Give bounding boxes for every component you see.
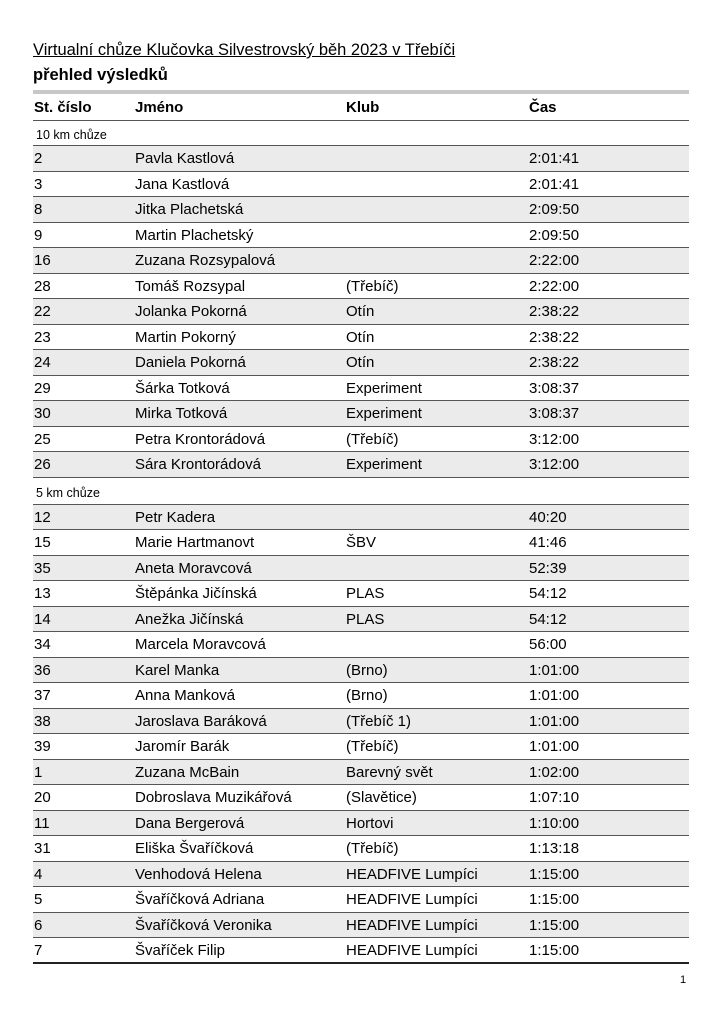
cell-club: ŠBV [346, 534, 377, 551]
cell-time: 2:01:41 [529, 150, 580, 167]
cell-name: Štěpánka Jičínská [135, 585, 257, 602]
cell-time: 40:20 [529, 508, 567, 526]
table-row [33, 913, 689, 939]
cell-number: 8 [34, 201, 43, 218]
cell-name: Marcela Moravcová [135, 636, 266, 653]
cell-name: Venhodová Helena [135, 865, 262, 883]
cell-name: Martin Pokorný [135, 328, 236, 346]
table-row [33, 632, 689, 658]
cell-name: Jana Kastlová [135, 175, 230, 193]
table-row [33, 248, 689, 274]
section-label: 10 km chůze [33, 121, 689, 146]
table-header [33, 94, 689, 121]
cell-number: 3 [34, 175, 43, 193]
cell-club [346, 632, 529, 657]
cell-name: Tomáš Rozsypal [135, 277, 246, 295]
table-row [33, 683, 689, 709]
cell-time: 54:12 [529, 585, 567, 602]
cell-number: 14 [34, 610, 51, 628]
cell-name: Mirka Totková [135, 405, 228, 422]
cell-number: 23 [34, 328, 51, 346]
cell-club [346, 197, 529, 222]
cell-time: 1:13:18 [529, 840, 580, 857]
cell-time: 3:08:37 [529, 405, 580, 422]
cell-number: 16 [34, 252, 51, 269]
cell-name: Pavla Kastlová [135, 150, 235, 167]
results-table-body [33, 121, 689, 964]
cell-club: PLAS [346, 585, 385, 602]
cell-time: 1:01:00 [529, 738, 580, 755]
cell-name: Dana Bergerová [135, 814, 245, 832]
cell-club: HEADFIVE Lumpíci [346, 942, 478, 959]
cell-name: Švaříčková Veronika [135, 916, 272, 934]
table-row [33, 299, 689, 325]
cell-time: 1:15:00 [529, 865, 580, 883]
cell-time: 1:15:00 [529, 891, 580, 908]
cell-club: (Brno) [346, 661, 388, 679]
table-row [33, 325, 689, 351]
cell-club: Experiment [346, 379, 422, 397]
cell-club: HEADFIVE Lumpíci [346, 916, 478, 934]
cell-club: (Třebíč 1) [346, 712, 412, 730]
table-row [33, 376, 689, 402]
table-row [33, 938, 689, 964]
cell-number: 35 [34, 559, 51, 577]
cell-time: 3:12:00 [529, 456, 580, 473]
table-row [33, 427, 689, 453]
cell-time: 1:07:10 [529, 789, 580, 806]
table-row [33, 811, 689, 837]
cell-number: 34 [34, 636, 51, 653]
cell-number: 24 [34, 354, 51, 371]
cell-name: Martin Plachetský [135, 226, 254, 244]
column-header-number: St. číslo [34, 99, 92, 116]
table-row [33, 862, 689, 888]
table-row [33, 350, 689, 376]
cell-time: 1:15:00 [529, 916, 580, 934]
cell-number: 36 [34, 661, 51, 679]
cell-time: 1:01:00 [529, 687, 580, 704]
table-row [33, 530, 689, 556]
table-row [33, 734, 689, 760]
cell-time: 2:22:00 [529, 252, 580, 269]
cell-number: 30 [34, 405, 51, 422]
cell-name: Šárka Totková [135, 379, 230, 397]
cell-time: 1:01:00 [529, 661, 580, 679]
cell-number: 5 [34, 891, 43, 908]
cell-name: Jaromír Barák [135, 738, 230, 755]
cell-time: 54:12 [529, 610, 567, 628]
cell-name: Marie Hartmanovt [135, 534, 255, 551]
cell-name: Jaroslava Baráková [135, 712, 267, 730]
cell-club: Otín [346, 328, 375, 346]
cell-time: 2:38:22 [529, 328, 580, 346]
cell-name: Petr Kadera [135, 508, 216, 526]
table-row [33, 709, 689, 735]
cell-name: Dobroslava Muzikářová [135, 789, 292, 806]
cell-club: Experiment [346, 405, 422, 422]
table-row [33, 607, 689, 633]
cell-club: (Třebíč) [346, 840, 399, 857]
cell-time: 3:12:00 [529, 430, 580, 448]
cell-number: 15 [34, 534, 51, 551]
cell-time: 2:01:41 [529, 175, 580, 193]
cell-club: (Slavětice) [346, 789, 417, 806]
cell-name: Anežka Jičínská [135, 610, 244, 628]
cell-club: (Třebíč) [346, 430, 399, 448]
cell-club: Experiment [346, 456, 422, 473]
cell-time: 41:46 [529, 534, 567, 551]
cell-number: 7 [34, 942, 43, 959]
cell-time: 1:15:00 [529, 942, 580, 959]
results-document [33, 38, 689, 964]
table-row [33, 172, 689, 198]
cell-time: 52:39 [529, 559, 567, 577]
column-header-time: Čas [529, 99, 557, 116]
cell-name: Zuzana McBain [135, 763, 240, 781]
cell-name: Aneta Moravcová [135, 559, 252, 577]
cell-club [346, 248, 529, 273]
cell-number: 25 [34, 430, 51, 448]
cell-time: 2:38:22 [529, 354, 580, 371]
cell-time: 2:22:00 [529, 277, 580, 295]
cell-name: Švaříček Filip [135, 942, 226, 959]
cell-number: 6 [34, 916, 43, 934]
table-row [33, 505, 689, 531]
cell-name: Sára Krontorádová [135, 456, 261, 473]
section-label: 5 km chůze [33, 478, 689, 505]
table-row [33, 887, 689, 913]
column-header-club: Klub [346, 99, 380, 116]
cell-time: 3:08:37 [529, 379, 580, 397]
cell-name: Petra Krontorádová [135, 430, 266, 448]
table-row [33, 146, 689, 172]
cell-number: 12 [34, 508, 51, 526]
cell-number: 37 [34, 687, 51, 704]
cell-number: 11 [34, 814, 50, 832]
table-row [33, 223, 689, 249]
cell-club: (Třebíč) [346, 738, 399, 755]
cell-name: Daniela Pokorná [135, 354, 246, 371]
cell-number: 13 [34, 585, 51, 602]
table-row [33, 197, 689, 223]
cell-number: 9 [34, 226, 43, 244]
cell-club: Otín [346, 354, 375, 371]
table-row [33, 785, 689, 811]
cell-number: 39 [34, 738, 51, 755]
cell-name: Švaříčková Adriana [135, 891, 265, 908]
cell-number: 26 [34, 456, 51, 473]
cell-name: Eliška Švaříčková [135, 840, 254, 857]
cell-club: (Třebíč) [346, 277, 399, 295]
cell-number: 31 [34, 840, 51, 857]
cell-club [346, 223, 529, 248]
table-row [33, 452, 689, 478]
table-row [33, 401, 689, 427]
cell-name: Jolanka Pokorná [135, 303, 247, 320]
cell-time: 2:38:22 [529, 303, 580, 320]
cell-club: Barevný svět [346, 763, 433, 781]
cell-time: 2:09:50 [529, 226, 580, 244]
table-row [33, 760, 689, 786]
cell-number: 1 [34, 763, 43, 781]
cell-name: Anna Manková [135, 687, 236, 704]
cell-club: HEADFIVE Lumpíci [346, 865, 478, 883]
page-number: 1 [680, 974, 687, 986]
cell-number: 4 [34, 865, 43, 883]
cell-club [346, 146, 529, 171]
cell-club [346, 172, 529, 197]
table-row [33, 836, 689, 862]
table-row [33, 658, 689, 684]
column-header-name: Jméno [135, 99, 184, 116]
cell-club: Hortovi [346, 814, 394, 832]
cell-number: 29 [34, 379, 51, 397]
cell-club: Otín [346, 303, 375, 320]
cell-number: 28 [34, 277, 51, 295]
cell-time: 56:00 [529, 636, 567, 653]
table-row [33, 581, 689, 607]
cell-time: 1:02:00 [529, 763, 580, 781]
document-title: Virtualní chůze Klučovka Silvestrovský běh 2023 v Třebíči [33, 41, 456, 59]
cell-club: HEADFIVE Lumpíci [346, 891, 478, 908]
cell-time: 2:09:50 [529, 201, 580, 218]
document-subtitle: přehled výsledků [33, 66, 168, 84]
cell-club [346, 556, 529, 581]
cell-number: 20 [34, 789, 51, 806]
cell-name: Jitka Plachetská [135, 201, 244, 218]
cell-number: 38 [34, 712, 51, 730]
table-row [33, 274, 689, 300]
cell-time: 1:01:00 [529, 712, 580, 730]
cell-name: Karel Manka [135, 661, 220, 679]
cell-club [346, 505, 529, 530]
cell-club: PLAS [346, 610, 385, 628]
table-row [33, 556, 689, 582]
cell-number: 2 [34, 150, 43, 167]
cell-time: 1:10:00 [529, 814, 580, 832]
cell-club: (Brno) [346, 687, 388, 704]
cell-number: 22 [34, 303, 51, 320]
cell-name: Zuzana Rozsypalová [135, 252, 276, 269]
